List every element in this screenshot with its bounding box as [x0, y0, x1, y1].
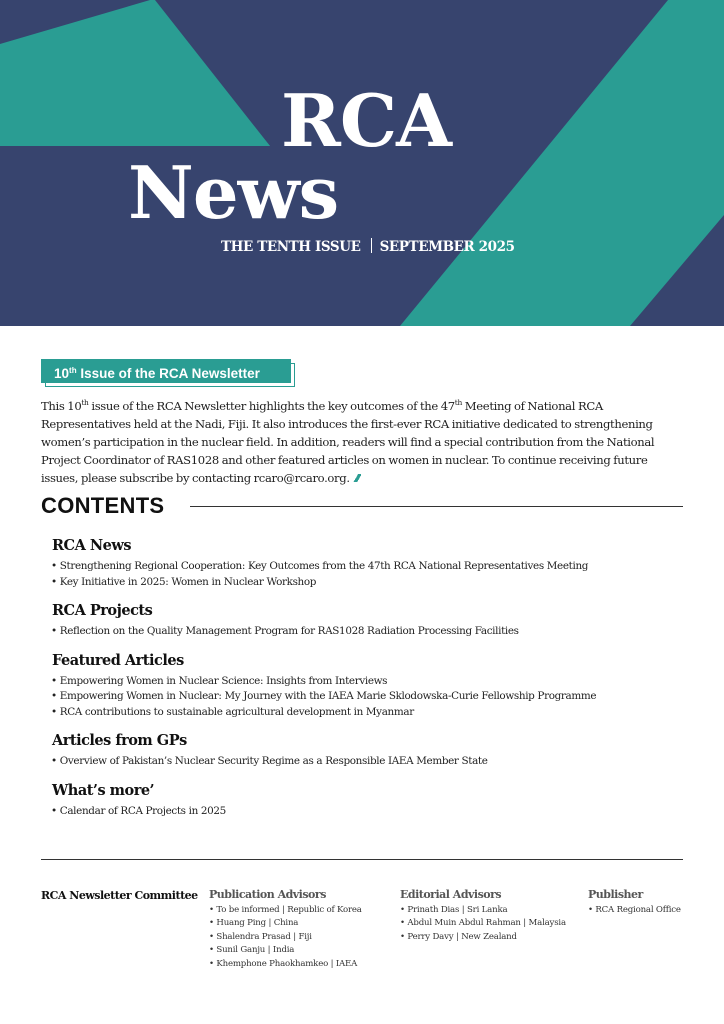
publisher [588, 888, 681, 917]
advisor-item: • Shalendra Prasad | Fiji [209, 931, 362, 944]
issue-number: THE TENTH ISSUE [221, 239, 361, 255]
toc-heading: RCA News [52, 537, 132, 554]
advisor-item: • Khemphone Phaokhamkeo | IAEA [209, 958, 362, 971]
advisor-item: • Prinath Dias | Sri Lanka [400, 904, 566, 917]
toc-section-featured-articles [52, 651, 692, 721]
intro-label: 10th Issue of the RCA Newsletter [41, 359, 291, 383]
contents-title: CONTENTS [41, 493, 165, 518]
contents-divider [190, 506, 683, 507]
advisor-item: • To be informed | Republic of Korea [209, 904, 362, 917]
footer-divider [41, 859, 683, 860]
advisor-item: • Perry Davy | New Zealand [400, 931, 566, 944]
table-of-contents [52, 536, 692, 830]
toc-item[interactable]: • Reflection on the Quality Management Program for RAS1028 Radiation Processing Facilities [51, 624, 692, 640]
advisor-item: • Abdul Muin Abdul Rahman | Malaysia [400, 917, 566, 930]
publisher-heading: Publisher [588, 888, 643, 901]
publisher-item: • RCA Regional Office [588, 904, 681, 917]
issue-date: SEPTEMBER 2025 [379, 239, 515, 255]
toc-section-whats-more [52, 781, 692, 820]
toc-heading: What’s more’ [52, 781, 155, 799]
title-news: News [128, 150, 339, 235]
issue-line [221, 238, 515, 255]
toc-item[interactable]: • Strengthening Regional Cooperation: Key Outcomes from the 47th RCA National Representatives Meeting [51, 559, 692, 575]
editorial-advisors [400, 888, 566, 944]
toc-heading: Featured Articles [52, 651, 184, 669]
toc-section-articles-from-gps [52, 731, 692, 770]
intro-paragraph: This 10th issue of the RCA Newsletter highlights the key outcomes of the 47th Meeting of National RCA Representatives held at the Nadi, Fiji. It also introduces the first-ever RCA initiative dedicated to strengthening women’s participation in the nuclear field. In addition, readers will find a special contribution from the National Project Coordinator of RAS1028 and other featured articles on women in nuclear. To continue receiving future issues, please subscribe by contacting rcaro@rcaro.org. [41, 398, 655, 485]
toc-item[interactable]: • Calendar of RCA Projects in 2025 [51, 804, 692, 820]
issue-separator [371, 238, 372, 253]
toc-heading: RCA Projects [52, 602, 153, 619]
toc-section-rca-projects [52, 601, 692, 640]
advisor-item: • Sunil Ganju | India [209, 944, 362, 957]
advisor-item: • Huang Ping | China [209, 917, 362, 930]
slash-mark-icon [352, 474, 361, 482]
toc-item[interactable]: • RCA contributions to sustainable agricultural development in Myanmar [51, 705, 692, 721]
toc-heading: Articles from GPs [52, 732, 187, 749]
publication-advisors [209, 888, 362, 971]
publication-advisors-heading: Publication Advisors [209, 888, 326, 901]
cover-banner [0, 0, 724, 326]
toc-item[interactable]: • Empowering Women in Nuclear: My Journey with the IAEA Marie Sklodowska-Curie Fellowship Programme [51, 689, 692, 705]
toc-item[interactable]: • Key Initiative in 2025: Women in Nuclear Workshop [51, 575, 692, 591]
toc-section-rca-news [52, 536, 692, 590]
committee-title: RCA Newsletter Committee [41, 889, 198, 902]
toc-item[interactable]: • Overview of Pakistan’s Nuclear Security Regime as a Responsible IAEA Member State [51, 754, 692, 770]
toc-item[interactable]: • Empowering Women in Nuclear Science: Insights from Interviews [51, 674, 692, 690]
title-rca: RCA [281, 78, 452, 163]
editorial-advisors-heading: Editorial Advisors [400, 888, 502, 901]
